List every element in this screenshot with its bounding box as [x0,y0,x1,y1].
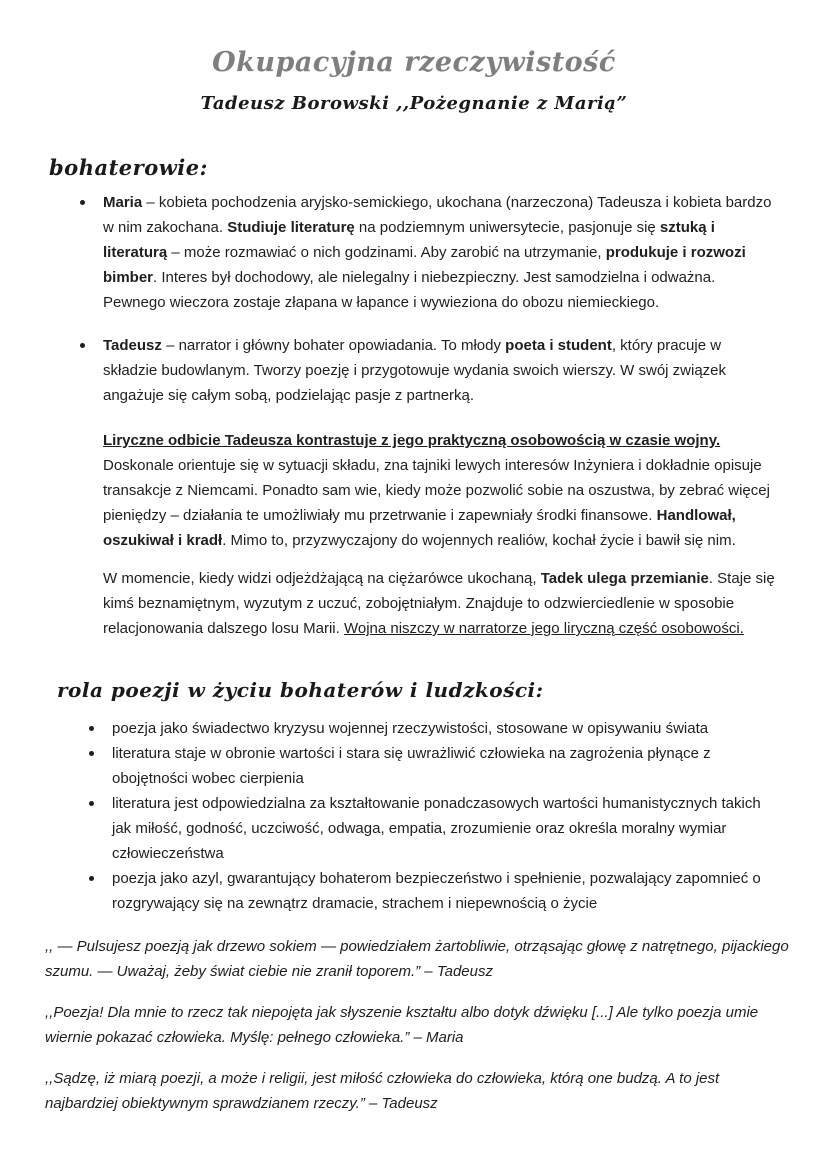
section-heading-poetry: rola poezji w życiu bohaterów i ludzkości: [57,678,544,702]
text-run: produkuje i rozwozi bimber [103,244,746,286]
text-run: Handlował, oszukiwał i kradł [103,507,736,549]
text-run: Studiuje literaturę [227,219,355,236]
poetry-bullet-text: poezja jako świadectwo kryzysu wojennej rzeczywistości, stosowane w opisywaniu świata [112,720,709,737]
text-run: poeta i student [505,337,612,354]
text-run: Doskonale orientuje się w sytuacji składu, zna tajniki lewych interesów Inżyniera i dokładnie opisuje transakcje z Niemcami. Ponadto sam wie, kiedy może pozwolić sobie na oszustwa, by zebrać więcej pieniędzy – działania te umożliwiały mu przetrwanie i zapewniały środki finansowe. [103,457,770,524]
text-run: Tadeusz [103,337,162,354]
page-subtitle: Tadeusz Borowski ,,Pożegnanie z Marią” [200,93,628,114]
poetry-bullet-item [88,741,776,791]
characters-bullet-list [79,190,772,408]
poetry-bullet-item [88,716,776,741]
bullet-item-tadeusz-text [103,333,772,408]
paragraph-lyric-contrast [103,428,776,553]
text-run: sztuką i literaturą [103,219,715,261]
poetry-bullet-item [88,791,776,866]
text-run: W momencie, kiedy widzi odjeżdżającą na ciężarówce ukochaną, [103,570,541,587]
text-run: Wojna niszczy w narratorze jego liryczną część osobowości. [343,620,744,637]
paragraph-transformation [103,566,776,641]
poetry-bullet-text: literatura jest odpowiedzialna za kształtowanie ponadczasowych wartości humanistycznych takich jak miłość, godność, uczciwość, odwaga, empatia, zrozumienie oraz określa moralny wymiar człowieczeństwa [112,795,761,862]
quote-maria: ,,Poezja! Dla mnie to rzecz tak niepojęta jak słyszenie kształtu albo dotyk dźwięku [...] Ale tylko poezja umie wiernie pokazać człowieka. Myślę: pełnego człowieka.” – Maria [45,1004,759,1046]
text-run: – narrator i główny bohater opowiadania. To młody [161,337,506,354]
text-run: . Staje się kimś beznamiętnym, wyzutym z uczuć, zobojętniałym. Znajduje to odzwierciedlenie w sposobie relacjonowania dalszego losu Marii. [103,570,775,637]
section-heading-characters: bohaterowie: [49,155,208,180]
bullet-item-maria-text [103,190,772,315]
poetry-bullet-list [88,716,776,916]
text-run: – może rozmawiać o nich godzinami. Aby zarobić na utrzymanie, [167,244,606,261]
text-run: Maria [103,194,143,211]
bullet-item-tadeusz [79,333,772,408]
page-title: Okupacyjna rzeczywistość [212,47,616,78]
quote-tadeusz-2: ,,Sądzę, iż miarą poezji, a może i religii, jest miłość człowieka do człowieka, którą one budzą. A to jest najbardziej obiektywnym sprawdzianem rzeczy.” – Tadeusz [45,1070,720,1112]
text-run: , który pracuje w składzie budowlanym. Tworzy poezję i przygotowuje wydania swoich wierszy. W swój związek angażuje się całym sobą, podzielając pasje z partnerką. [103,337,727,404]
bullet-item-maria [79,190,772,315]
text-run: . Mimo to, przyzwyczajony do wojennych realiów, kochał życie i bawił się nim. [222,532,736,549]
text-run: – kobieta pochodzenia aryjsko-semickiego, ukochana (narzeczona) Tadeusza i kobieta bardzo w nim zakochana. [103,194,772,236]
quote-tadeusz-1: ,, — Pulsujesz poezją jak drzewo sokiem — powiedziałem żartobliwie, otrząsając głowę z natrętnego, pijackiego szumu. — Uważaj, żeby świat ciebie nie zranił toporem.” – Tadeusz [45,938,789,980]
text-run: . Interes był dochodowy, ale nielegalny i niebezpieczny. Jest samodzielna i odważna. Pewnego wieczora zostaje złapana w łapance i wywieziona do obozu niemieckiego. [103,269,716,311]
text-run: Tadek ulega przemianie [540,570,709,587]
text-run: na podziemnym uniwersytecie, pasjonuje się [354,219,660,236]
text-run: Liryczne odbicie Tadeusza kontrastuje z jego praktyczną osobowością w czasie wojny. [103,432,721,449]
poetry-bullet-item [88,866,776,916]
poetry-bullet-text: poezja jako azyl, gwarantujący bohaterom bezpieczeństwo i spełnienie, pozwalający zapomnieć o rozgrywający się na zewnątrz dramacie, strachem i niepewnością o życie [112,870,761,912]
poetry-bullet-text: literatura staje w obronie wartości i stara się uwrażliwić człowieka na zagrożenia płynące z obojętności wobec cierpienia [112,745,711,787]
